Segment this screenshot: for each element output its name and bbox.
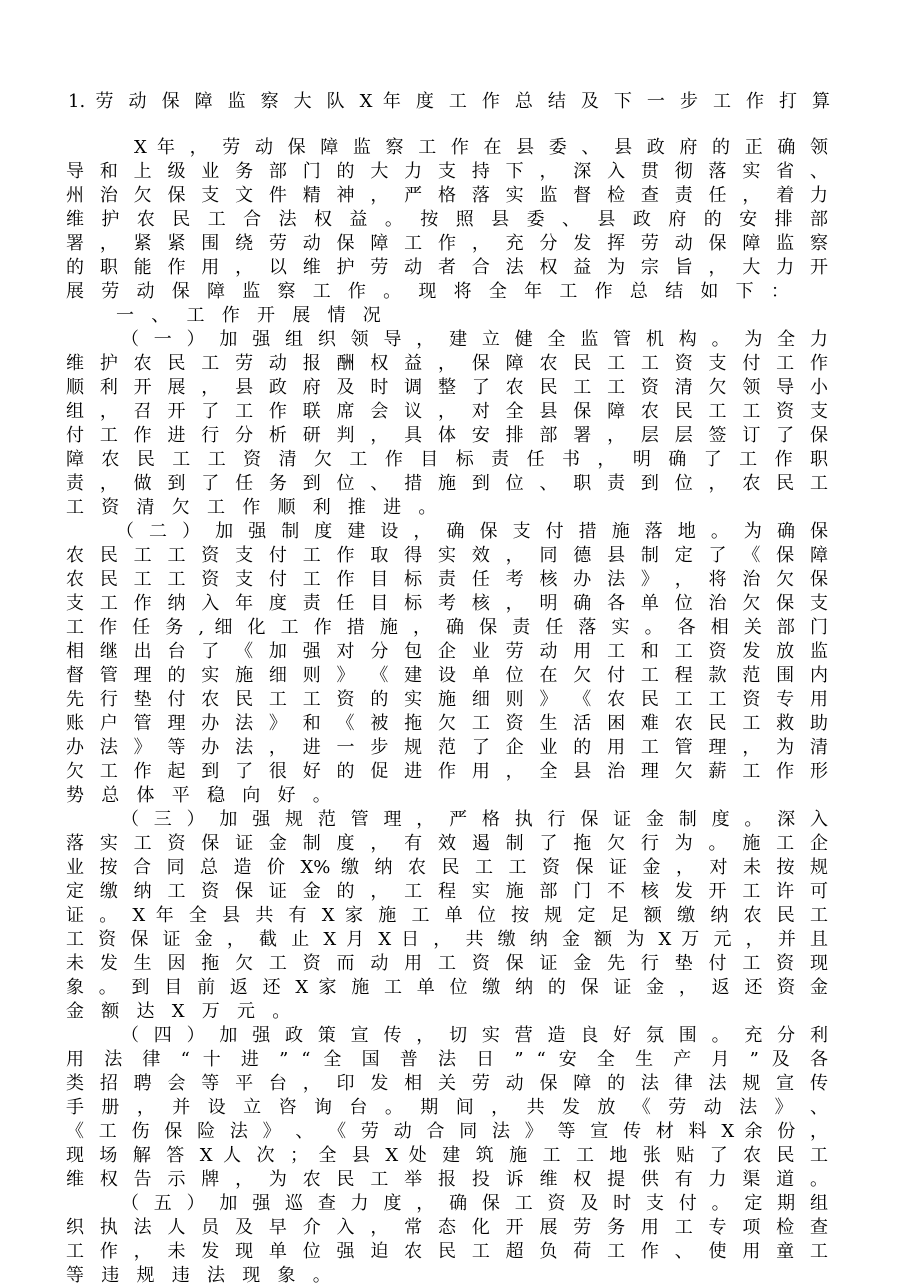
body-line: 相 继 出 台 了 《 加 强 对 分 包 企 业 劳 动 用 工 和 工 资 发 放 监 [66,641,828,662]
body-line: 组 ， 召 开 了 工 作 联 席 会 议 ， 对 全 县 保 障 农 民 工 工 资 支 [66,401,828,422]
body-line: 欠 工 作 起 到 了 很 好 的 促 进 作 用 ， 全 县 治 理 欠 薪 工 作 形 [66,761,828,782]
body-line: 督 管 理 的 实 施 细 则 》 《 建 设 单 位 在 欠 付 工 程 款 范 围 内 [66,665,828,686]
body-line: 势 总 体 平 稳 向 好 。 [66,785,337,806]
document-title: 1. 劳 动 保 障 监 察 大 队 X 年 度 工 作 总 结 及 下 一 步 工 作 打 算 [68,91,830,112]
body-line: 维 护 农 民 工 劳 动 报 酬 权 益 ， 保 障 农 民 工 工 资 支 付 工 作 [66,353,828,374]
body-line: 付 工 作 进 行 分 析 研 判 ， 具 体 安 排 部 署 ， 层 层 签 订 了 保 [66,425,828,446]
body-line: （ 三 ） 加 强 规 范 管 理 ， 严 格 执 行 保 证 金 制 度 。 深 入 [121,809,828,830]
body-line: 办 法 》 等 办 法 ， 进 一 步 规 范 了 企 业 的 用 工 管 理 ， 为 清 [66,737,828,758]
body-line: 未 发 生 因 拖 欠 工 资 而 动 用 工 资 保 证 金 先 行 垫 付 工 资 现 [66,953,828,974]
body-line: 用 法 律 “ 十 进 ” “ 全 国 普 法 日 ” “ 安 全 生 产 月 ” 及 各 [66,1049,828,1070]
body-line: 的 职 能 作 用 ， 以 维 护 劳 动 者 合 法 权 益 为 宗 旨 ， 大 力 开 [66,257,828,278]
body-line: 支 工 作 纳 入 年 度 责 任 目 标 考 核 ， 明 确 各 单 位 治 欠 保 支 [66,593,828,614]
body-line: 业 按 合 同 总 造 价 X% 缴 纳 农 民 工 工 资 保 证 金 ， 对 未 按 规 [66,857,828,878]
body-line: 类 招 聘 会 等 平 台 ， 印 发 相 关 劳 动 保 障 的 法 律 法 规 宣 传 [66,1073,828,1094]
body-line: 导 和 上 级 业 务 部 门 的 大 力 支 持 下 ， 深 入 贯 彻 落 实 省 、 [66,161,828,182]
body-line: 工 作 ， 未 发 现 单 位 强 迫 农 民 工 超 负 荷 工 作 、 使 用 童 工 [66,1241,828,1262]
body-line: 工 资 保 证 金 ， 截 止 X 月 X 日 ， 共 缴 纳 金 额 为 X 万 元 ， 并 且 [66,929,828,950]
body-line: 等 违 规 违 法 现 象 。 [66,1265,337,1286]
body-line: 顺 利 开 展 ， 县 政 府 及 时 调 整 了 农 民 工 工 资 清 欠 领 导 小 [66,377,828,398]
body-line: （ 一 ） 加 强 组 织 领 导 ， 建 立 健 全 监 管 机 构 。 为 全 力 [121,329,828,350]
body-line: 障 农 民 工 工 资 清 欠 工 作 目 标 责 任 书 ， 明 确 了 工 作 职 [66,449,828,470]
body-line: 账 户 管 理 办 法 》 和 《 被 拖 欠 工 资 生 活 困 难 农 民 工 救 助 [66,713,828,734]
body-line: 证 。 X 年 全 县 共 有 X 家 施 工 单 位 按 规 定 足 额 缴 纳 农 民 工 [66,905,828,926]
body-line: （ 五 ） 加 强 巡 查 力 度 ， 确 保 工 资 及 时 支 付 。 定 期 组 [121,1193,828,1214]
body-line: X 年 ， 劳 动 保 障 监 察 工 作 在 县 委 、 县 政 府 的 正 确 领 [134,137,828,158]
document-body [66,136,828,1288]
body-line: 定 缴 纳 工 资 保 证 金 的 ， 工 程 实 施 部 门 不 核 发 开 工 许 可 [66,881,828,902]
body-line: 展 劳 动 保 障 监 察 工 作 。 现 将 全 年 工 作 总 结 如 下 ： [66,281,795,302]
body-line: 落 实 工 资 保 证 金 制 度 ， 有 效 遏 制 了 拖 欠 行 为 。 施 工 企 [66,833,828,854]
body-line: 金 额 达 X 万 元 。 [66,1001,297,1022]
body-line: 织 执 法 人 员 及 早 介 入 ， 常 态 化 开 展 劳 务 用 工 专 项 检 查 [66,1217,828,1238]
body-line: （ 四 ） 加 强 政 策 宣 传 ， 切 实 营 造 良 好 氛 围 。 充 分 利 [121,1025,828,1046]
section-heading: 一 、 工 作 开 展 情 况 [116,305,387,326]
body-line: 现 场 解 答 X 人 次 ； 全 县 X 处 建 筑 施 工 工 地 张 贴 了 农 民 工 [66,1145,828,1166]
body-line: 工 资 清 欠 工 作 顺 利 推 进 。 [66,497,443,518]
body-line: 工 作 任 务 , 细 化 工 作 措 施 ， 确 保 责 任 落 实 。 各 相 关 部 门 [66,617,828,638]
body-line: 手 册 ， 并 设 立 咨 询 台 。 期 间 ， 共 发 放 《 劳 动 法 》 、 [66,1097,828,1118]
body-line: 农 民 工 工 资 支 付 工 作 取 得 实 效 ， 同 德 县 制 定 了 《 保 障 [66,545,828,566]
body-line: 《 工 伤 保 险 法 》 、 《 劳 动 合 同 法 》 等 宣 传 材 料 X 余 份 ， [66,1121,828,1142]
body-line: 维 权 告 示 牌 ， 为 农 民 工 举 报 投 诉 维 权 提 供 有 力 渠 道 。 [66,1169,828,1190]
body-line: （ 二 ） 加 强 制 度 建 设 ， 确 保 支 付 措 施 落 地 。 为 确 保 [116,521,828,542]
body-line: 州 治 欠 保 支 文 件 精 神 ， 严 格 落 实 监 督 检 查 责 任 ， 着 力 [66,185,828,206]
body-line: 维 护 农 民 工 合 法 权 益 。 按 照 县 委 、 县 政 府 的 安 排 部 [66,209,828,230]
body-line: 署 ， 紧 紧 围 绕 劳 动 保 障 工 作 ， 充 分 发 挥 劳 动 保 障 监 察 [66,233,828,254]
body-line: 农 民 工 工 资 支 付 工 作 目 标 责 任 考 核 办 法 》 ， 将 治 欠 保 [66,569,828,590]
body-line: 象 。 到 目 前 返 还 X 家 施 工 单 位 缴 纳 的 保 证 金 ， 返 还 资 金 [66,977,828,998]
body-line: 责 ， 做 到 了 任 务 到 位 、 措 施 到 位 、 职 责 到 位 ， 农 民 工 [66,473,828,494]
body-line: 先 行 垫 付 农 民 工 工 资 的 实 施 细 则 》 《 农 民 工 工 资 专 用 [66,689,828,710]
